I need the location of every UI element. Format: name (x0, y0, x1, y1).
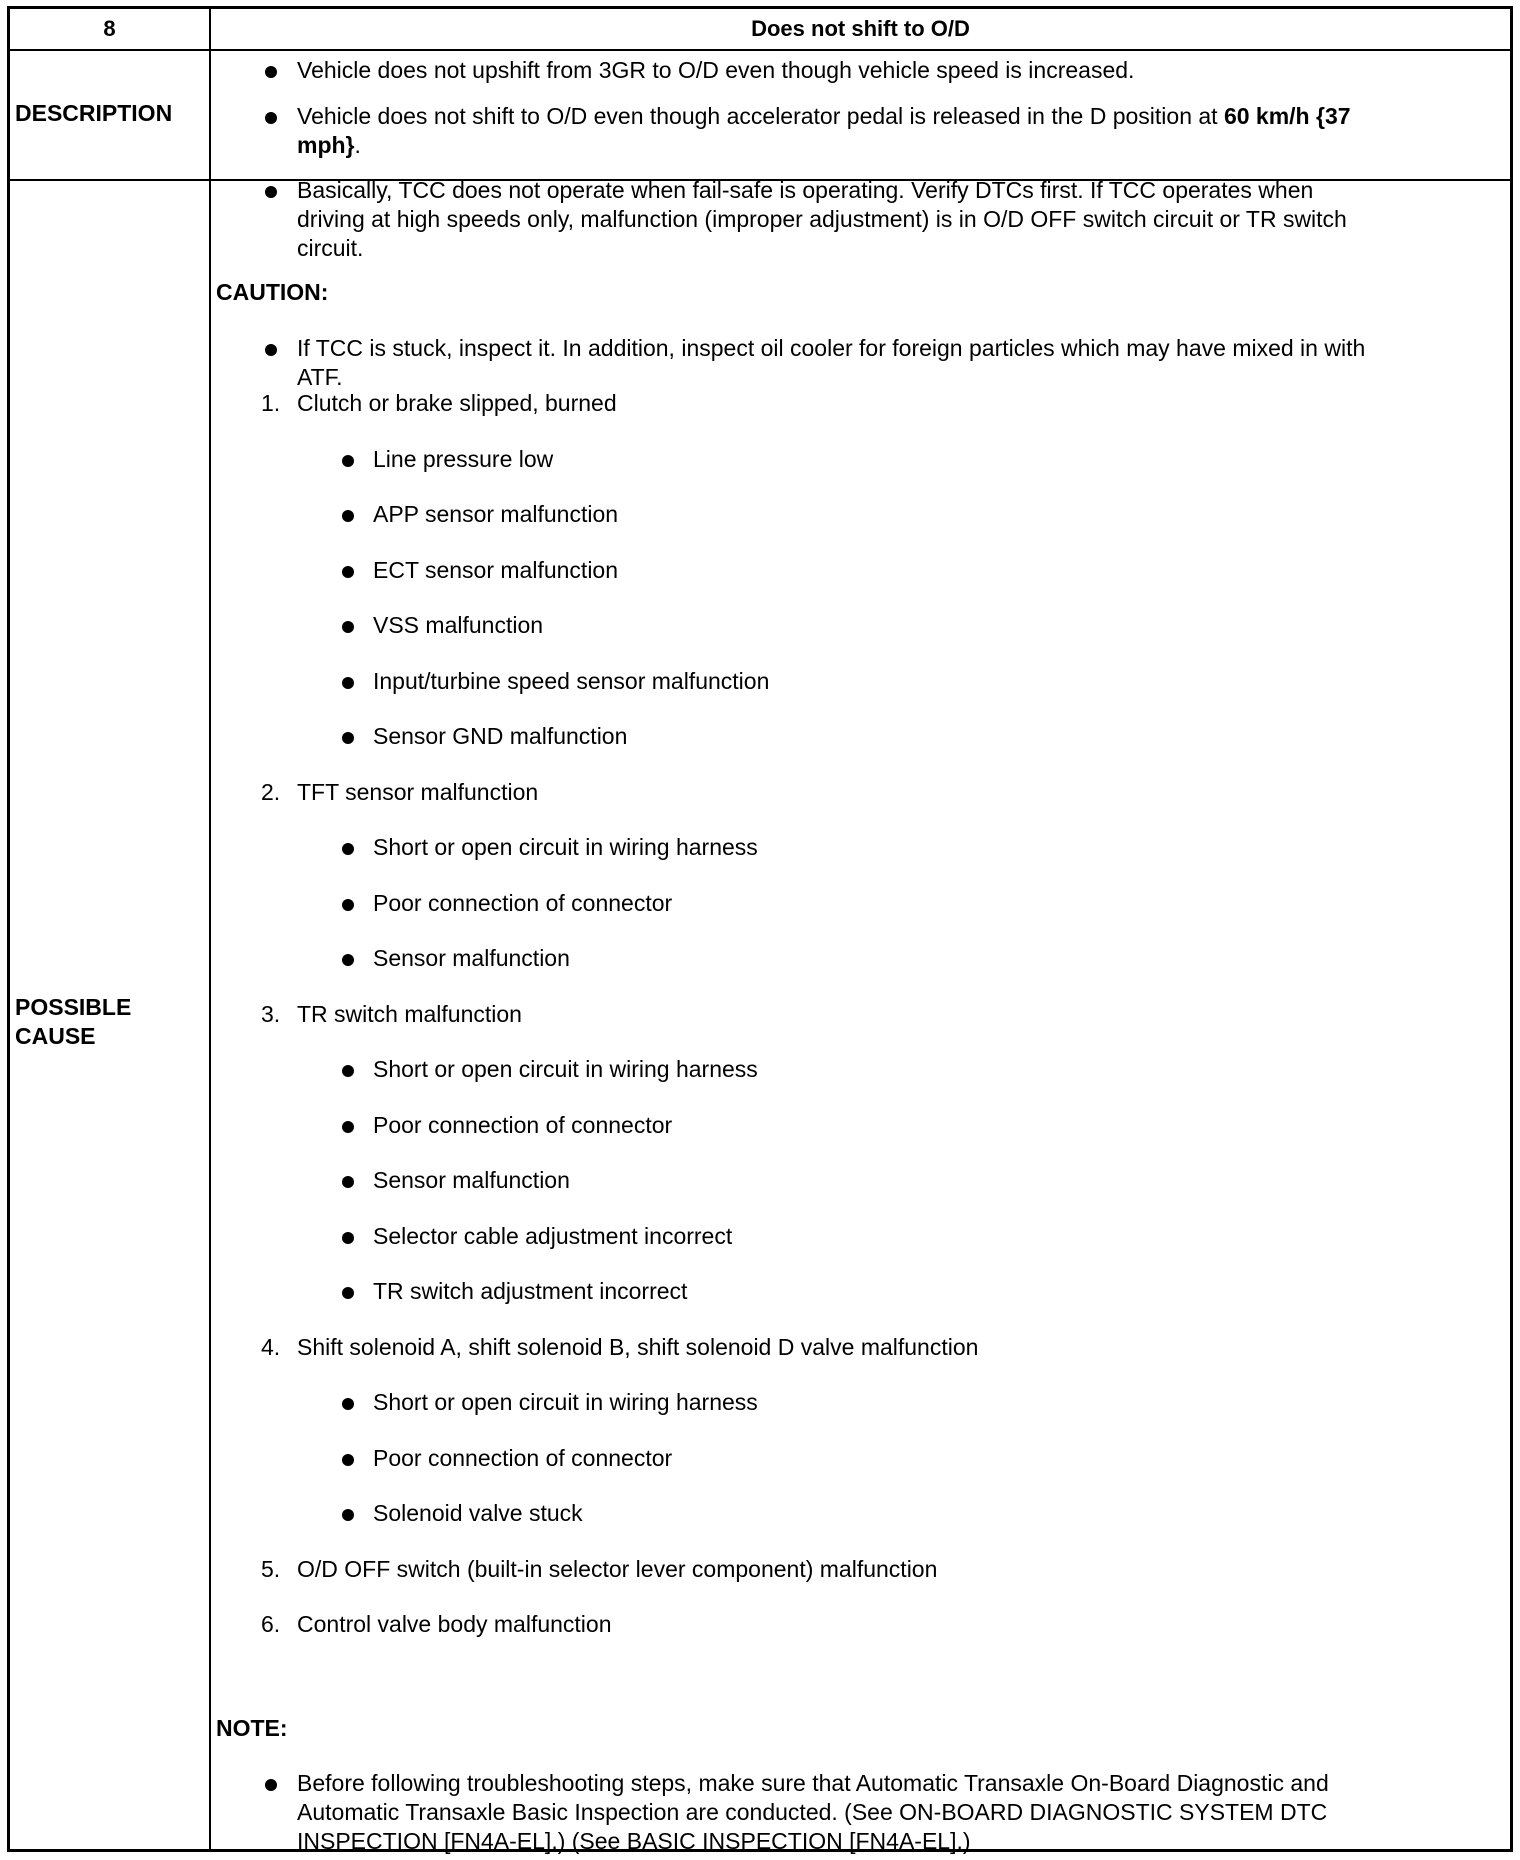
caution-line: ATF. (297, 364, 343, 390)
sub-cause-item (211, 1444, 1510, 1473)
possible-cause-content (211, 177, 1510, 1854)
sub-cause-item (211, 1166, 1510, 1195)
cause-item (211, 1000, 1510, 1029)
sub-cause-item (211, 556, 1510, 585)
bullet-icon (342, 510, 354, 522)
sub-cause-item (211, 722, 1510, 751)
intro-item (211, 176, 1510, 263)
cause-item (211, 1610, 1510, 1639)
bullet-icon (342, 1065, 354, 1077)
possible-cause-label-line: CAUSE (15, 1023, 96, 1049)
sub-cause-item (211, 500, 1510, 529)
sub-cause-text: Line pressure low (373, 445, 554, 472)
sub-cause-item (211, 944, 1510, 973)
sub-cause-text: Poor connection of connector (373, 1111, 673, 1138)
sub-cause-item (211, 1111, 1510, 1140)
note-line: INSPECTION [FN4A-EL].) (See BASIC INSPECTION [FN4A-EL].) (297, 1828, 971, 1854)
step-number: 8 (103, 16, 116, 41)
intro-line: Basically, TCC does not operate when fail-safe is operating. Verify DTCs first. If TCC operates when (297, 177, 1314, 203)
sub-cause-text: Solenoid valve stuck (373, 1500, 583, 1526)
bullet-icon (342, 954, 354, 966)
cause-text: Clutch or brake slipped, burned (297, 390, 617, 416)
caution-line: If TCC is stuck, inspect it. In addition, inspect oil cooler for foreign particles which may have mixed in with (297, 335, 1366, 361)
cause-text: O/D OFF switch (built-in selector lever component) malfunction (297, 1555, 938, 1582)
sub-cause-text: VSS malfunction (373, 612, 544, 638)
note-heading: NOTE: (216, 1715, 288, 1741)
bullet-icon (265, 112, 277, 124)
cause-number: 4. (261, 1333, 281, 1360)
possible-cause-label (15, 993, 205, 1051)
bullet-icon (342, 1176, 354, 1188)
speed-value: 60 km/h {37 (1223, 103, 1351, 129)
table-title: Does not shift to O/D (751, 16, 970, 41)
cause-number: 3. (261, 1000, 281, 1027)
cause-item (211, 1333, 1510, 1362)
cause-item (211, 1555, 1510, 1584)
cause-number: 5. (261, 1555, 281, 1582)
sub-cause-text: Short or open circuit in wiring harness (373, 1389, 758, 1415)
sub-cause-item (211, 1222, 1510, 1251)
sub-cause-item (211, 1388, 1510, 1417)
bullet-icon (265, 186, 277, 198)
bullet-icon (342, 677, 354, 689)
cause-text: TFT sensor malfunction (297, 778, 539, 805)
bullet-icon (342, 1121, 354, 1133)
note-item (211, 1769, 1510, 1856)
sub-cause-text: Selector cable adjustment incorrect (373, 1222, 733, 1249)
bullet-icon (342, 1454, 354, 1466)
description-item-text: Vehicle does not shift to O/D even though accelerator pedal is released in the D position at (297, 103, 1218, 129)
bullet-icon (265, 344, 277, 356)
note-line: Automatic Transaxle Basic Inspection are conducted. (See ON-BOARD DIAGNOSTIC SYSTEM DTC (297, 1799, 1328, 1825)
bullet-icon (342, 899, 354, 911)
bullet-icon (265, 1779, 277, 1791)
sub-cause-text: Poor connection of connector (373, 889, 673, 916)
cause-text: TR switch malfunction (297, 1000, 522, 1027)
sub-cause-text: Sensor malfunction (373, 945, 570, 971)
cause-text: Shift solenoid A, shift solenoid B, shift solenoid D valve malfunction (297, 1333, 979, 1360)
speed-value-unit: mph} (297, 132, 355, 158)
bullet-icon (342, 621, 354, 633)
list-item (211, 56, 1510, 85)
sub-cause-text: Short or open circuit in wiring harness (373, 1056, 758, 1082)
sub-cause-item (211, 1277, 1510, 1306)
sub-cause-text: APP sensor malfunction (373, 501, 619, 527)
sub-cause-item (211, 445, 1510, 474)
description-label: DESCRIPTION (15, 100, 173, 126)
list-item: Vehicle does not shift to O/D even though accelerator pedal is released in the D position at 60 km/h {37 mph}. (211, 102, 1510, 160)
sub-cause-item (211, 1055, 1510, 1084)
sub-cause-text: TR switch adjustment incorrect (373, 1278, 688, 1304)
sub-cause-text: Short or open circuit in wiring harness (373, 834, 758, 860)
caution-heading: CAUTION: (216, 279, 329, 305)
description-item-text: Vehicle does not upshift from 3GR to O/D even though vehicle speed is increased. (297, 57, 1135, 83)
bullet-icon (342, 1287, 354, 1299)
note-line: Before following troubleshooting steps, make sure that Automatic Transaxle On-Board Diagnostic and (297, 1770, 1329, 1796)
sub-cause-text: Input/turbine speed sensor malfunction (373, 667, 770, 694)
cause-item (211, 389, 1510, 418)
cause-number: 2. (261, 778, 281, 805)
cause-item (211, 778, 1510, 807)
bullet-icon (342, 732, 354, 744)
sub-cause-text: Sensor GND malfunction (373, 723, 628, 749)
sub-cause-item (211, 611, 1510, 640)
caution-item (211, 334, 1510, 392)
bullet-icon (342, 455, 354, 467)
sub-cause-item (211, 667, 1510, 696)
bullet-icon (342, 566, 354, 578)
bullet-icon (265, 66, 277, 78)
sub-cause-item (211, 1499, 1510, 1528)
description-content (211, 51, 1510, 179)
cause-number: 1. (261, 390, 281, 416)
bullet-icon (342, 1398, 354, 1410)
bullet-icon (342, 1232, 354, 1244)
sub-cause-text: Sensor malfunction (373, 1167, 570, 1193)
intro-line: circuit. (297, 235, 364, 261)
intro-line: driving at high speeds only, malfunction (improper adjustment) is in O/D OFF switch circuit or TR switch (297, 206, 1347, 232)
sub-cause-text: ECT sensor malfunction (373, 556, 619, 583)
sub-cause-item (211, 833, 1510, 862)
cause-text: Control valve body malfunction (297, 1611, 612, 1637)
troubleshooting-table (7, 6, 1513, 1852)
possible-cause-label-line: POSSIBLE (15, 994, 132, 1020)
cause-number: 6. (261, 1611, 281, 1637)
sub-cause-item (211, 889, 1510, 918)
sub-cause-text: Poor connection of connector (373, 1444, 673, 1471)
bullet-icon (342, 1509, 354, 1521)
bullet-icon (342, 843, 354, 855)
